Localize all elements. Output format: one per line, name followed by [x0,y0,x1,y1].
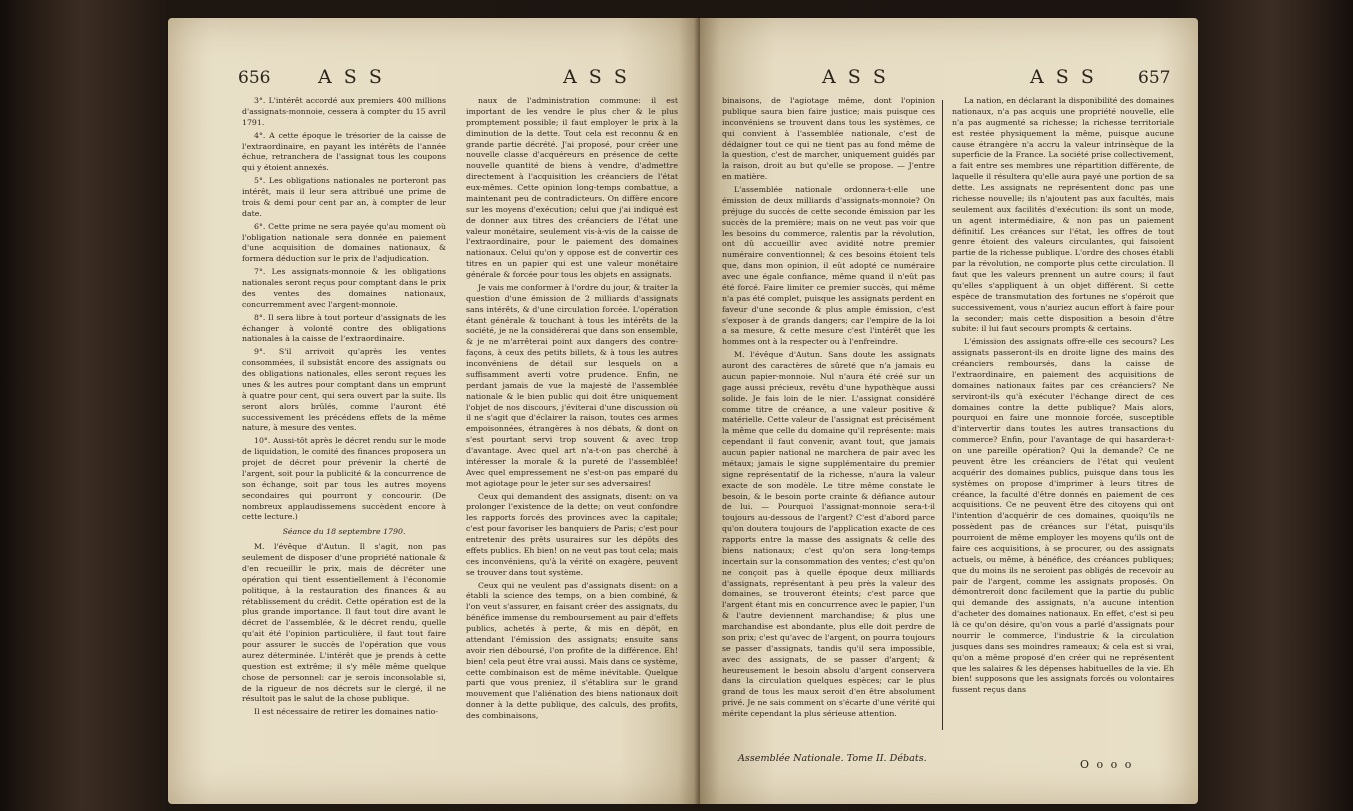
paragraph: Il est nécessaire de retirer les domaines natio- [254,707,439,717]
paragraph: L'émission des assignats offre-elle ces secours? Les assignats passeront-ils en droite ligne des mains des créanciers remboursés, dans la caisse de l'extraordinaire, en paiement des acquisitions de domaines nationaux faites par ces créanciers? Ne serviront-ils qu'à exécuter l'échange direct de ces domaines contre la dette publique? Mais alors, pourquoi en faire une monnoie forcée, susceptible d'intervertir dans toutes les autres transactions du commerce? Enfin, pour l'avantage de qui hasardera-t-on une pareille opération? Qui la demande? Ce ne peuvent être les créanciers de l'état qui veulent acquérir des domaines publics, puisque dans tous les systèmes on propose d'imprimer à leurs titres de créance, la faculté d'être donnés en paiement de ces acquisitions. Ce ne peuvent être des citoyens qui ont l'intention d'acquérir de ces domaines, quoiqu'ils ne possèdent pas de créances sur l'état, puisqu'ils pourroient de même employer les moyens qu'ils ont de faire ces acquisitions, à se procurer, ou des assignats actuels, ou même, à bénéfice, des créances publiques; que du moins ils ne seroient pas obligés de recevoir au pair de l'argent, comme les assignats proposés. On démontreroit donc facilement que la partie du public qui demande des assignats, n'a aucune intention d'acheter des domaines nationaux. En effet, c'est si peu là ce qu'on désire, qu'on vous a parlé d'assignats pour nourrir le commerce, l'industrie & la circulation jusques dans ses moindres rameaux; & cela est si vrai, qu'on a même proposé d'en créer qui ne représentent que les salaires & les dépenses habituelles de la vie. Eh bien! supposons que les assignats forcés ou volontaires fussent reçus dans [952,337,1174,695]
text-column [722,96,935,722]
running-header: A S S [563,66,630,88]
paragraph: 9°. S'il arrivoit qu'après les ventes consommées, il subsistât encore des assignats ou des obligations nationales, elles seront reçues les unes & les autres pour comptant dans un emprunt à quatre pour cent, qui sera ouvert par la suite. Ils seront alors brûlés, comme l'auront été successivement les précédens effets de la même nature, à mesure des ventes. [242,347,446,433]
text-column [952,96,1174,698]
paragraph: M. l'évêque d'Autun. Sans doute les assignats auront des caractères de sûreté que n'a jamais eu aucun papier-monnoie. Nul n'aura été créé sur un gage aussi précieux, revêtu d'une hypothèque aussi solide. Je fais loin de le nier. L'assignat considéré comme titre de créance, a une valeur positive & matérielle. Cette valeur de l'assignat est précisément la même que celle du domaine qu'il représente: mais cependant il faut convenir, avant tout, que jamais aucun papier national ne marchera de pair avec les métaux; jamais le signe supplémentaire du premier signe représentatif de la richesse, n'aura la valeur exacte de son modèle. Le titre même constate le besoin, & le besoin porte crainte & défiance autour de lui. — Pourquoi l'assignat-monnoie sera-t-il toujours au-dessous de l'argent? C'est d'abord parce qu'on doutera toujours de l'application exacte de ces rapports entre la masse des assignats & celle des biens nationaux; c'est qu'on sera long-temps incertain sur la consommation des ventes; c'est qu'on ne conçoit pas à quelle époque deux milliards d'assignats, représentant à peu près la valeur des domaines, se trouveront éteints; c'est parce que l'argent étant mis en concurrence avec le papier, l'un & l'autre deviennent marchandise; & plus une marchandise est abondante, plus elle doit perdre de son prix; c'est qu'avec de l'argent, on pourra toujours se passer d'assignats, tandis qu'il sera impossible, avec des assignats, de se passer d'argent; & heureusement le besoin absolu d'argent conservera dans la circulation quelques espèces; car le plus grand de tous les maux seroit d'en être absolument privé. Je ne sais comment on s'écarte d'une vérité qui mérite cependant la plus sérieuse attention. [722,350,935,718]
paragraph: 3°. L'intérêt accordé aux premiers 400 millions d'assignats-monnoie, cessera à compter du 15 avril 1791. [242,96,446,127]
paragraph: M. l'évêque d'Autun. Il s'agit, non pas seulement de disposer d'une propriété nationale & d'en recueillir le prix, mais de décréter une opération qui tient essentiellement à l'économie politique, à la restauration des finances & au rétablissement du crédit. Cette opération est de la plus grande importance. Il faut tout dire avant le décret de l'assemblée, & le décret rendu, quelle qu'ait été l'opinion particulière, il faut tout faire pour assurer le succès de l'opération que vous aurez déterminée. L'intérêt que je prends à cette question est extrême; il s'y mêle même quelque chose de personnel: car je serois inconsolable si, de la rigueur de nos décrets sur le clergé, il ne résultoit pas le salut de la chose publique. [242,542,446,704]
paragraph: 5°. Les obligations nationales ne porteront pas intérêt, mais il leur sera attribué une prime de trois & demi pour cent par an, à compter de leur date. [242,176,446,218]
column-rule [942,100,943,730]
paragraph: Ceux qui demandent des assignats, disent: on va prolonger l'existence de la dette; on veut confondre les rapports forcés des provinces avec la capitale; c'est pour favoriser les banquiers de Paris; c'est pour entretenir des prêts usuraires sur les dépôts des effets publics. Eh bien! on ne veut pas tout cela; mais ces inconvéniens, qu'à la vérité on exagère, peuvent se trouver dans tout système. [466,491,678,577]
paragraph: 7°. Les assignats-monnoie & les obligations nationales seront reçus pour comptant dans le prix des ventes des domaines nationaux, concurremment avec l'argent-monnoie. [242,267,446,309]
paragraph: L'assemblée nationale ordonnera-t-elle une émission de deux milliards d'assignats-monnoie? On préjuge du succès de cette seconde émission par les succès de la première; mais on ne veut pas voir que les besoins du commerce, ralentis par la révolution, ont dû accueillir avec avidité notre premier numéraire conventionnel; & ces besoins étoient tels que, dans mon opinion, il eût adopté ce numéraire avec une égale confiance, même quand il n'eût pas été forcé. Faire limiter ce premier succès, qui même n'a pas été complet, puisque les assignats perdent en faveur d'une seconde & plus ample émission, c'est s'exposer à de grands dangers; car l'empire de la loi a sa mesure, & cette mesure c'est l'intérêt que les hommes ont à la respecter ou à l'enfreindre. [722,185,935,347]
paragraph: 10°. Aussi-tôt après le décret rendu sur le mode de liquidation, le comité des finances proposera un projet de décret pour prévenir la cherté de l'argent, soit pour la publicité & la concurrence de son échange, soit par tous les autres moyens secondaires qui pourront y concourir. (De nombreux applaudissemens succèdent encore à cette lecture.) [242,436,446,522]
paragraph: La nation, en déclarant la disponibilité des domaines nationaux, n'a pas acquis une propriété nouvelle, elle n'a pas augmenté sa richesse; la richesse territoriale est restée physiquement la même, puisque aucune cause étrangère n'a accru la valeur intrinsèque de la superficie de la France. La société prise collectivement, a fait entre ses membres une répartition différente, de laquelle il résultera qu'elle aura payé une portion de sa dette. Les assignats ne représentent donc pas une richesse nouvelle; ils n'ajoutent pas aux facultés, mais seulement aux facilités d'exécution: ils sont un mode, un agent intermédiaire, & non pas un paiement définitif. Les créances sur l'état, les offres de tout genre étoient des valeurs circulantes, qui faisoient partie de la richesse publique. L'ordre des choses établi par la révolution, ne comporte plus cette circulation. Il faut que les valeurs prennent un autre cours; il faut qu'elles s'appliquent à un objet différent. Si cette espèce de transmutation des fortunes ne s'opéroit que successivement, vous n'auriez aucun effort à faire pour la seconder; mais cette disposition a besoin d'être subite: il lui faut secours prompts & certains. [952,96,1174,334]
page-number: 657 [1138,68,1171,88]
paragraph: naux de l'administration commune: il est important de les vendre le plus cher & le plus promptement possible; il faut employer le prix à la diminution de la dette. Tout cela est reconnu & en grande partie décrété. J'ai proposé, pour créer une nouvelle classe d'acquéreurs en présence de cette nouvelle quantité de biens à vendre, d'admettre directement à l'acquisition les créanciers de l'état eux-mêmes. Cette opinion long-temps combattue, a maintenant peu de contradicteurs. On diffère encore sur les moyens d'exécution; celui que j'ai indiqué est de donner aux titres des créanciers de l'état une valeur monétaire, seulement vis-à-vis de la caisse de l'extraordinaire, pour le paiement des domaines nationaux. Celui qu'on y oppose est de convertir ces titres en un papier qui est une valeur monétaire générale & forcée pour tous les objets en assignats. [466,96,678,279]
page-footer: Assemblée Nationale. Tome II. Débats. [738,753,927,764]
paragraph: binaisons, de l'agiotage même, dont l'opinion publique saura bien faire justice; mais puisque ces inconvéniens se trouvent dans tous les systèmes, ce qui convient à l'assemblée nationale, c'est de dédaigner tout ce qui ne tient pas au fond même de la question, c'est de marcher, uniquement guidés par la raison, droit au but qu'elle se propose. — J'entre en matière. [722,96,935,182]
running-header: A S S [1030,66,1097,88]
paragraph: Ceux qui ne veulent pas d'assignats disent: on a établi la science des temps, on a bien combiné, & l'on veut s'assurer, en faisant créer des assignats, du bénéfice immense du remboursement au pair d'effets publics, achetés à perte, & mis en dépôt, en attendant l'émission des assignats; ensuite sans avoir rien déboursé, l'on profite de la différence. Eh! bien! cela peut être vrai aussi. Mais dans ce système, cette combinaison est de même inévitable. Quelque parti que vous preniez, il s'établira sur le grand mouvement que l'aliénation des biens nationaux doit donner à la dette publique, des calculs, des profits, des combinaisons, [466,580,678,720]
left-page [168,18,700,804]
paragraph: Je vais me conformer à l'ordre du jour, & traiter la question d'une émission de 2 milliards d'assignats sans intérêts, & d'une circulation forcée. L'opération étant générale & touchant à tous les intérêts de la société, je ne la considérerai que dans son ensemble, & je ne m'arrêterai point aux dangers des contre-façons, à ceux des petits billets, & à tous les autres inconvéniens de détail sur lesquels on a suffisamment averti votre prudence. Enfin, ne perdant jamais de vue la majesté de l'assemblée nationale & le bien public qui doit être uniquement l'objet de nos discours, j'éviterai d'une discussion où il ne s'agit que d'éclairer la raison, toutes ces armes empoisonnées, étrangères à nos débats, & dont on s'est pourtant servi trop souvent & avec trop d'avantage. Avec quel art n'a-t-on pas cherché à intéresser la morale & la pureté de l'assemblée! Avec quel empressement ne s'est-on pas emparé du mot agiotage pour le jeter sur ses adversaires! [466,282,678,488]
paragraph: 8°. Il sera libre à tout porteur d'assignats de les échanger à volonté contre des obligations nationales à la caisse de l'extraordinaire. [242,312,446,344]
session-date: Séance du 18 septembre 1790. [282,527,406,537]
running-header: A S S [318,66,385,88]
page-number: 656 [238,68,271,88]
running-header: A S S [822,66,889,88]
right-page [700,18,1198,804]
paragraph: 4°. A cette époque le trésorier de la caisse de l'extraordinaire, en payant les intérêts de l'année échue, retranchera de l'assignat tous les coupons qui y étoient annexés. [242,130,446,173]
signature-mark: O o o o [1080,758,1134,771]
text-column [242,96,446,720]
text-column [466,96,678,724]
paragraph: 6°. Cette prime ne sera payée qu'au moment où l'obligation nationale sera donnée en paiement d'une acquisition de domaines nationaux, & formera déduction sur le prix de l'adjudication. [242,221,446,264]
